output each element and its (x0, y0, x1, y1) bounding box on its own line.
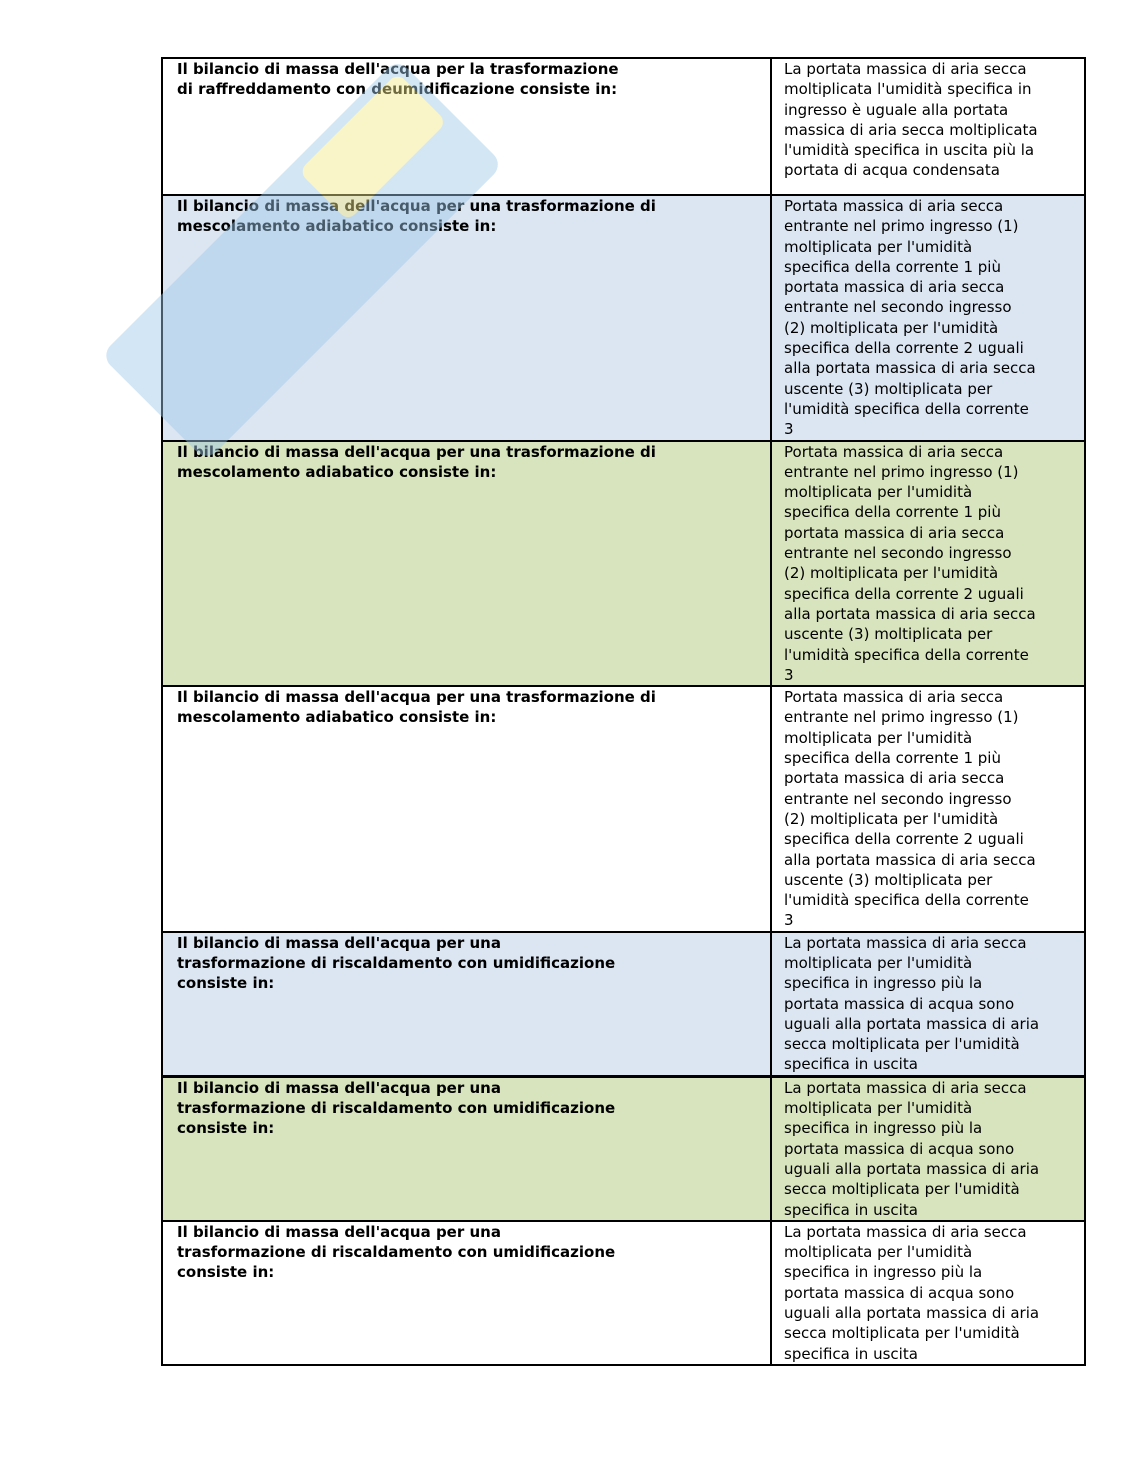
answer-cell (771, 686, 1085, 932)
qa-table (161, 57, 1086, 1366)
question-cell (162, 195, 771, 441)
table-row (162, 1076, 1085, 1221)
question-cell (162, 686, 771, 932)
table-row (162, 1221, 1085, 1365)
answer-text: Portata massica di aria secca entrante nel primo ingresso (1) moltiplicata per l'umidità specifica della corrente 1 più portata massica di aria secca entrante nel secondo ingresso (2) moltiplicata per l'umidità specifica della corrente 2 uguali alla portata massica di aria secca uscente (3) moltiplicata per l'umidità specifica della corrente 3 (784, 688, 1036, 930)
question-cell (162, 1076, 771, 1221)
table-row (162, 932, 1085, 1077)
question-text: Il bilancio di massa dell'acqua per una trasformazione di riscaldamento con umidificazione consiste in: (177, 1078, 616, 1138)
question-text: Il bilancio di massa dell'acqua per una trasformazione di riscaldamento con umidificazione consiste in: (177, 933, 616, 993)
table-row (162, 441, 1085, 687)
question-text: Il bilancio di massa dell'acqua per una trasformazione di mescolamento adiabatico consiste in: (177, 197, 656, 236)
answer-cell (771, 932, 1085, 1077)
question-text: Il bilancio di massa dell'acqua per la trasformazione di raffreddamento con deumidificazione consiste in: (177, 60, 619, 99)
answer-text: La portata massica di aria secca moltiplicata per l'umidità specifica in ingresso più la portata massica di acqua sono uguali alla portata massica di aria secca moltiplicata per l'umidità specifica in uscita (784, 1078, 1040, 1219)
question-text: Il bilancio di massa dell'acqua per una trasformazione di riscaldamento con umidificazione consiste in: (177, 1222, 616, 1282)
question-cell (162, 441, 771, 687)
table-row (162, 195, 1085, 441)
table-row (162, 58, 1085, 195)
answer-text: Portata massica di aria secca entrante nel primo ingresso (1) moltiplicata per l'umidità specifica della corrente 1 più portata massica di aria secca entrante nel secondo ingresso (2) moltiplicata per l'umidità specifica della corrente 2 uguali alla portata massica di aria secca uscente (3) moltiplicata per l'umidità specifica della corrente 3 (784, 442, 1036, 684)
question-cell (162, 58, 771, 195)
question-cell (162, 1221, 771, 1365)
question-cell (162, 932, 771, 1077)
answer-cell (771, 195, 1085, 441)
table-row (162, 686, 1085, 932)
question-text: Il bilancio di massa dell'acqua per una trasformazione di mescolamento adiabatico consiste in: (177, 442, 656, 481)
answer-text: La portata massica di aria secca moltiplicata per l'umidità specifica in ingresso più la portata massica di acqua sono uguali alla portata massica di aria secca moltiplicata per l'umidità specifica in uscita (784, 1222, 1040, 1363)
answer-cell (771, 1076, 1085, 1221)
answer-cell (771, 1221, 1085, 1365)
question-text: Il bilancio di massa dell'acqua per una trasformazione di mescolamento adiabatico consiste in: (177, 688, 656, 727)
answer-text: Portata massica di aria secca entrante nel primo ingresso (1) moltiplicata per l'umidità specifica della corrente 1 più portata massica di aria secca entrante nel secondo ingresso (2) moltiplicata per l'umidità specifica della corrente 2 uguali alla portata massica di aria secca uscente (3) moltiplicata per l'umidità specifica della corrente 3 (784, 197, 1036, 439)
answer-text: La portata massica di aria secca moltiplicata per l'umidità specifica in ingresso più la portata massica di acqua sono uguali alla portata massica di aria secca moltiplicata per l'umidità specifica in uscita (784, 933, 1040, 1074)
answer-cell (771, 441, 1085, 687)
answer-cell (771, 58, 1085, 195)
answer-text: La portata massica di aria secca moltiplicata l'umidità specifica in ingresso è uguale alla portata massica di aria secca moltiplicata l'umidità specifica in uscita più la portata di acqua condensata (784, 60, 1038, 180)
